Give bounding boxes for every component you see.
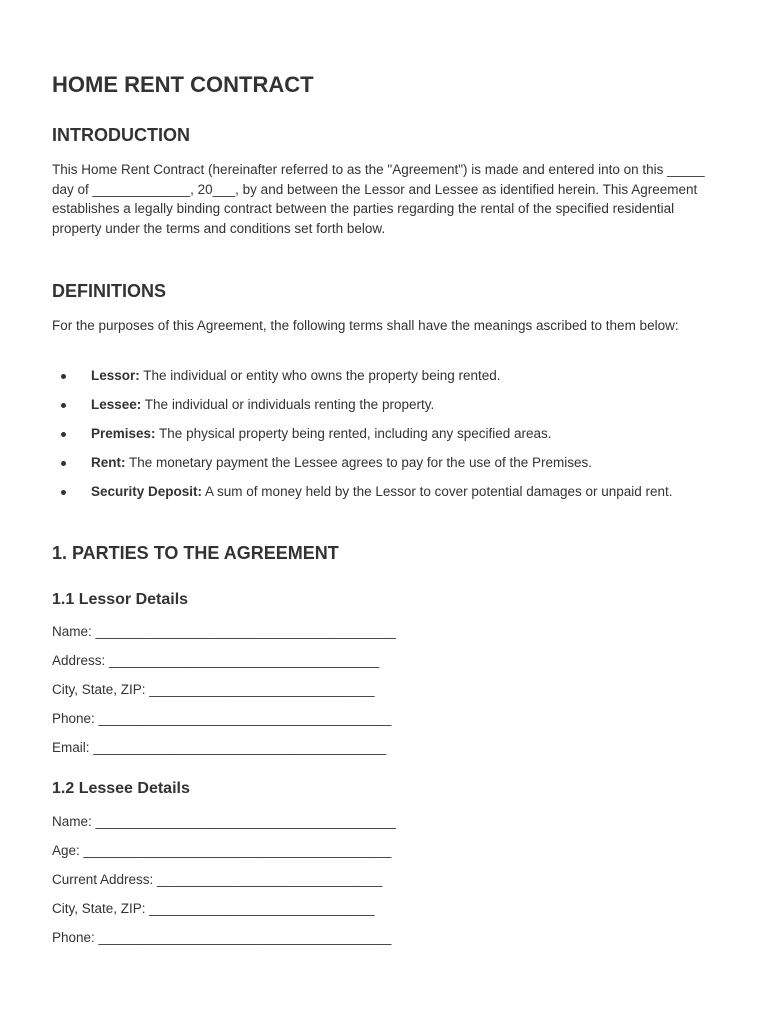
lessor-phone-field[interactable]: Phone: _______________________________________ (52, 711, 392, 726)
definition-text: The individual or entity who owns the property being rented. (139, 368, 501, 383)
definitions-list (52, 366, 720, 511)
definitions-heading: DEFINITIONS (52, 281, 167, 301)
lessee-details-heading: 1.2 Lessee Details (52, 780, 190, 797)
definition-item-security-deposit (52, 482, 720, 502)
lessor-city-state-zip-field[interactable]: City, State, ZIP: ______________________________ (52, 682, 375, 697)
section-1-heading: 1. PARTIES TO THE AGREEMENT (52, 543, 339, 563)
lessee-phone-field[interactable]: Phone: _______________________________________ (52, 930, 392, 945)
lessor-address-field[interactable]: Address: ____________________________________ (52, 653, 380, 668)
introduction-heading: INTRODUCTION (52, 125, 190, 145)
definitions-intro: For the purposes of this Agreement, the following terms shall have the meanings ascribed to them below: (52, 318, 679, 333)
definition-item-rent (52, 453, 720, 473)
definition-term: Lessee: (91, 397, 142, 412)
lessee-current-address-field[interactable]: Current Address: ______________________________ (52, 872, 383, 887)
definition-text: The monetary payment the Lessee agrees to pay for the use of the Premises. (125, 455, 593, 470)
lessor-details-heading: 1.1 Lessor Details (52, 591, 189, 608)
definition-item-lessee (52, 395, 720, 415)
definition-term: Lessor: (91, 368, 140, 383)
lessee-city-state-zip-field[interactable]: City, State, ZIP: ______________________________ (52, 901, 375, 916)
lessee-name-field[interactable]: Name: ________________________________________ (52, 814, 396, 829)
introduction-paragraph: This Home Rent Contract (hereinafter referred to as the "Agreement") is made and entered into on this _____ day of _____________, 20___, by and between the Lessor and Lessee as identified herein. This Agreement establishes a legally binding contract between the parties regarding the rental of the specified residential property under the terms and conditions set forth below. (52, 162, 705, 236)
document-title: HOME RENT CONTRACT (52, 72, 314, 97)
definition-text: The individual or individuals renting the property. (141, 397, 435, 412)
definition-term: Rent: (91, 455, 126, 470)
lessee-age-field[interactable]: Age: _________________________________________ (52, 843, 392, 858)
bullet-icon (61, 374, 66, 379)
bullet-icon (61, 461, 66, 466)
bullet-icon (61, 432, 66, 437)
definition-text: A sum of money held by the Lessor to cover potential damages or unpaid rent. (202, 484, 673, 499)
lessor-email-field[interactable]: Email: _______________________________________ (52, 740, 387, 755)
bullet-icon (61, 490, 66, 495)
lessor-name-field[interactable]: Name: ________________________________________ (52, 624, 396, 639)
definition-item-premises (52, 424, 720, 444)
definition-text: The physical property being rented, including any specified areas. (155, 426, 552, 441)
definition-term: Security Deposit: (91, 484, 203, 499)
definition-item-lessor (52, 366, 720, 386)
definition-term: Premises: (91, 426, 156, 441)
bullet-icon (61, 403, 66, 408)
